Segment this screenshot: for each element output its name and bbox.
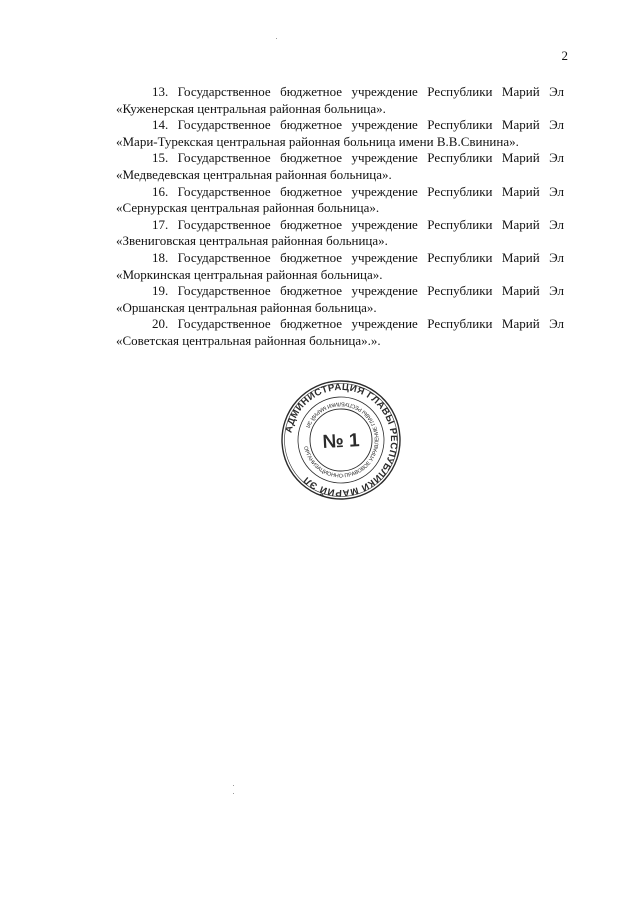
list-item: 15. Государственное бюджетное учреждение Республики Марий Эл «Медведевская центральная районная больница». <box>116 150 564 182</box>
page-number: 2 <box>561 48 568 63</box>
scan-speck <box>276 38 277 39</box>
stamp-outer-text: АДМИНИСТРАЦИЯ ГЛАВЫ РЕСПУБЛИКИ МАРИЙ ЭЛ <box>283 381 400 499</box>
list-item: 17. Государственное бюджетное учреждение Республики Марий Эл «Звениговская центральная районная больница». <box>116 216 564 249</box>
list-item: 18. Государственное бюджетное учреждение Республики Марий Эл «Моркинская центральная районная больница». <box>116 249 564 282</box>
document-body <box>116 84 564 350</box>
official-stamp <box>277 376 405 504</box>
stamp-seal-image <box>277 376 405 504</box>
list-item: 20. Государственное бюджетное учреждение Республики Марий Эл «Советская центральная районная больница».». <box>116 316 564 348</box>
scan-speck <box>233 785 234 786</box>
scan-speck <box>233 793 234 794</box>
list-item: 14. Государственное бюджетное учреждение Республики Марий Эл «Мари-Турекская центральная районная больница имени В.В.Свинина». <box>116 117 564 149</box>
list-item: 16. Государственное бюджетное учреждение Республики Марий Эл «Сернурская центральная районная больница». <box>116 183 564 216</box>
stamp-center-number: № 1 <box>322 430 361 453</box>
list-item: 19. Государственное бюджетное учреждение Республики Марий Эл «Оршанская центральная районная больница». <box>116 283 564 315</box>
list-item: 13. Государственное бюджетное учреждение Республики Марий Эл «Куженерская центральная районная больница». <box>116 84 564 116</box>
stamp-inner-text: ОРГАНИЗАЦИОННО-ПРАВОВОЕ УПРАВЛЕНИЕ ГЛАВЫ РЕСПУБЛИКИ МАРИЙ ЭЛ <box>302 400 381 480</box>
